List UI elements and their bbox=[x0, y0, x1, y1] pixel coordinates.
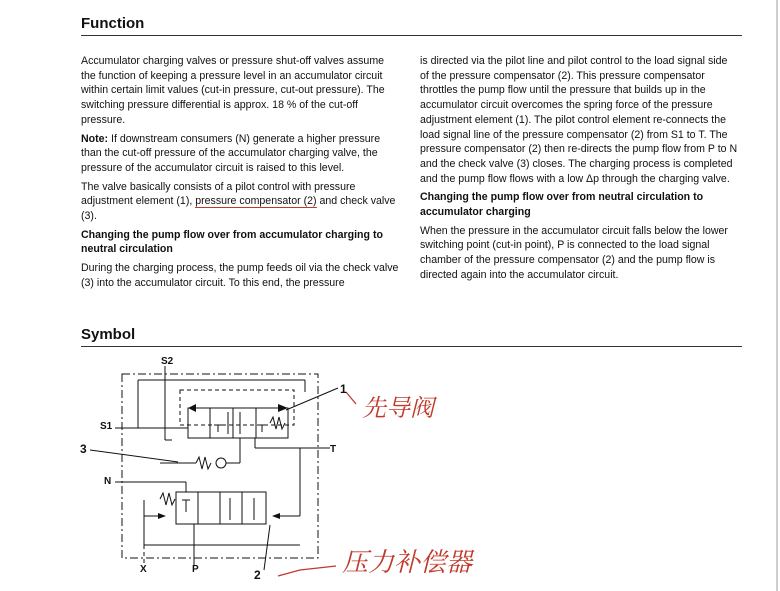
right-para-2: When the pressure in the accumulator circuit falls below the lower switching point (cut-in point), P is connected to the load signal chamber of the pressure compensator (2) and the pump flow is directed again into the accumulator circuit. bbox=[420, 224, 728, 281]
signal-arrow-left bbox=[158, 513, 166, 519]
port-s2-label: S2 bbox=[161, 356, 174, 367]
function-heading: Function bbox=[81, 15, 145, 32]
item-2-label: 2 bbox=[254, 568, 261, 582]
port-x-label: X bbox=[140, 564, 147, 575]
para3-post: and check valve (3). bbox=[81, 195, 396, 223]
valve-housing-outline bbox=[122, 374, 318, 558]
pilot-valve-body bbox=[188, 408, 288, 438]
check-valve-spring bbox=[196, 457, 211, 469]
left-subheading: Changing the pump flow over from accumulator charging to neutral circulation bbox=[81, 228, 383, 256]
pilot-annotation-leader bbox=[346, 392, 356, 404]
item-1-label: 1 bbox=[340, 382, 347, 396]
pilot-spring bbox=[270, 417, 285, 429]
pilot-valve-annotation: 先导阀 bbox=[362, 394, 434, 422]
port-t-label: T bbox=[330, 444, 337, 455]
left-para-1: Accumulator charging valves or pressure shut-off valves assume the function of keeping a pressure level in an accumulator circuit within certain limit values (cut-in pressure, cut-out pressure). The switching pressure differential is approx. 18 % of the cut-off pressure. bbox=[81, 55, 385, 126]
signal-arrow-right bbox=[272, 513, 280, 519]
right-para-1: is directed via the pilot line and pilot control to the load signal side of the pressure compensator (2). This pressure compensator throttles the pump flow until the pressure that builds up in the accumulator circuit overcomes the spring force of the pressure adjustment element (1). The pilot control element re-connects the load signal line of the pressure compensator (2) from S1 to T. The pressure compensator (2) then re-directs the pump flow from P to N and the check valve (3) closes. The charging process is completed and the pump flow flows with a low Δp through the charging valve. bbox=[420, 55, 738, 185]
port-s1-label: S1 bbox=[100, 421, 113, 432]
note-text: If downstream consumers (N) generate a higher pressure than the cut-off pressure of the accumulator charging valve, the pressure of the accumulator circuit is raised to this level. bbox=[81, 132, 381, 174]
compensator-annotation-leader bbox=[278, 566, 336, 576]
right-subheading: Changing the pump flow over from neutral circulation to accumulator charging bbox=[420, 191, 704, 219]
pressure-compensator-annotation: 压力补偿器 bbox=[342, 548, 473, 578]
port-p-label: P bbox=[192, 564, 199, 575]
para3-pre: The valve basically consists of a pilot control with pressure adjustment element (1), bbox=[81, 180, 356, 208]
compensator-spring bbox=[160, 493, 175, 505]
symbol-heading: Symbol bbox=[81, 326, 136, 343]
left-para-4: During the charging process, the pump feeds oil via the check valve (3) into the accumulator circuit. To this end, the pressure bbox=[81, 262, 399, 289]
check-valve-ball bbox=[216, 458, 226, 468]
port-n-label: N bbox=[104, 476, 112, 487]
pressure-compensator-underline: pressure compensator (2) bbox=[195, 195, 317, 208]
note-label: Note: bbox=[81, 132, 109, 145]
item-3-label: 3 bbox=[80, 442, 87, 456]
compensator-body bbox=[176, 492, 266, 524]
